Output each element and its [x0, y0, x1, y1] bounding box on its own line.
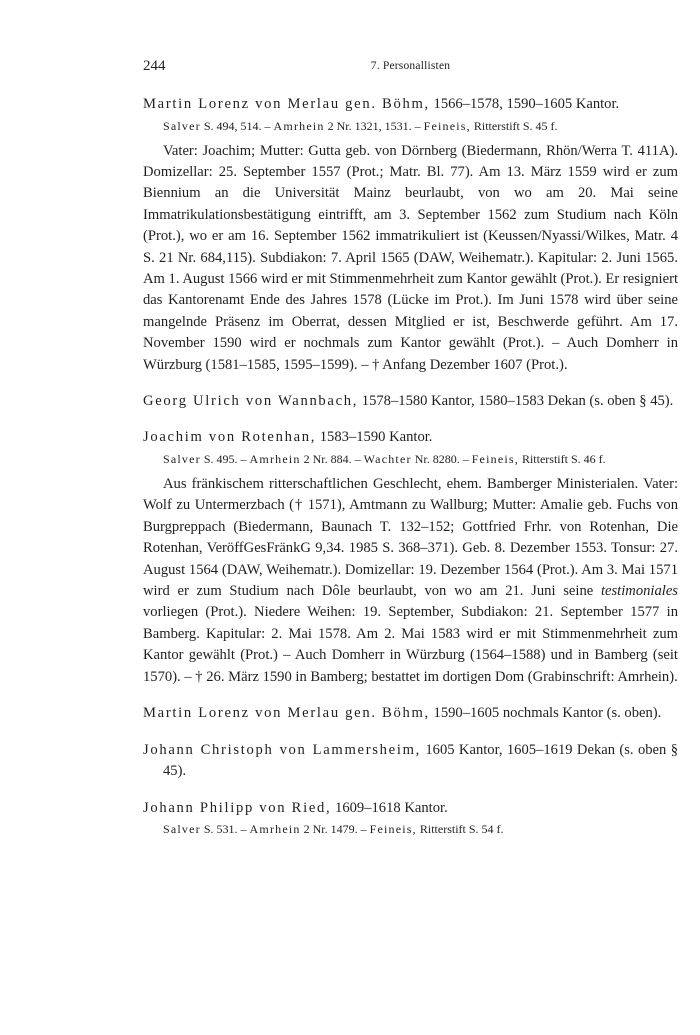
- entry-heading: [143, 391, 678, 413]
- ref-author: Amrhein: [249, 451, 301, 466]
- biography-paragraph: Vater: Joachim; Mutter: Gutta geb. von Dörnberg (Biedermann, Rhön/Werra T. 411A). Domizellar: 25. September 1557 (Prot.; Matr. Bl. 77). Am 13. März 1559 wird er zum Biennium an die Universität Mainz beurlaubt, von wo am 20. Mai seine Immatrikulationsbestätigung eintrifft, am 3. September 1562 zum Studium nach Köln (Prot.), wo er am 16. September 1562 immatrikuliert ist (Keussen/Nyassi/Wilkes, Matr. 4 S. 21 Nr. 684,115). Subdiakon: 7. April 1565 (DAW, Weihematr.). Kapitular: 2. Juni 1565. Am 1. August 1566 wird er mit Stimmenmehrheit zum Kantor gewählt (Prot.). Er resigniert das Kantorenamt Ende des Jahres 1578 (Lücke im Prot.). Im Juni 1578 wird über seine mangelnde Präsenz im Oberrat, dessen Mitglied er ist, Beschwerde geführt. Am 17. November 1590 wird er nochmals zum Kantor gewählt (Prot.). – Auch Domherr in Würzburg (1581–1585, 1595–1599). – † Anfang Dezember 1607 (Prot.).: [143, 142, 679, 373]
- office-dates: 1609–1618 Kantor.: [331, 799, 448, 816]
- person-name: Georg Ulrich von Wannbach,: [143, 392, 359, 409]
- biography-text: vorliegen (Prot.). Niedere Weihen: 19. September, Subdiakon: 21. September 1577 in Bamberg. Kapitular: 2. Mai 1578. Am 2. Mai 1583 wird er mit Stimmenmehrheit zum Kantor gewählt (Prot.) – Auch Domherr in Würzburg (1564–1588) und in Bamberg (seit 1570). – † 26. März 1590 in Bamberg; bestattet im dortigen Dom (Grabinschrift: Amrhein).: [143, 604, 678, 685]
- biography-paragraph: [143, 474, 678, 688]
- ref-text: 2 Nr. 884. –: [300, 451, 364, 466]
- person-name: Martin Lorenz von Merlau gen. Böhm,: [143, 705, 430, 722]
- page-number: 244: [143, 58, 166, 74]
- entry-heading: [143, 703, 678, 725]
- biography-text: Aus fränkischem ritterschaftlichen Geschlecht, ehem. Bamberger Ministerialen. Vater: Wolf zu Untermerzbach († 1571), Amtmann zu Wallburg; Mutter: Amalie geb. Fuchs von Burgpreppach (Biedermann, Baunach T. 132–152; Gottfried Frhr. von Rotenhan, Die Rotenhan, VeröffGesFränkG 9,34. 1985 S. 368–371). Geb. 8. Dezember 1553. Tonsur: 27. August 1564 (DAW, Weihematr.). Domizellar: 19. Dezember 1564 (Prot.). Am 3. Mai 1571 wird er zum Studium nach Dôle beurlaubt, von wo am 21. Juni seine: [143, 475, 678, 599]
- ref-text: S. 531. –: [200, 822, 250, 837]
- office-dates: 1578–1580 Kantor, 1580–1583 Dekan (s. oben § 45).: [358, 392, 674, 409]
- person-name: Johann Philipp von Ried,: [143, 799, 332, 816]
- ref-text: Nr. 8280. –: [411, 451, 472, 466]
- ref-author: Amrhein: [249, 822, 301, 837]
- ref-author: Amrhein: [273, 118, 325, 133]
- entry-heading: [143, 798, 678, 820]
- ref-text: Ritterstift S. 45 f.: [470, 118, 558, 133]
- bibliography-references: [163, 117, 678, 136]
- ref-text: 2 Nr. 1479. –: [300, 822, 370, 837]
- entry-heading: [143, 94, 678, 116]
- ref-author: Wachter: [363, 451, 412, 466]
- entry-georg-ulrich: [143, 391, 678, 413]
- italic-term: testimoniales: [600, 583, 678, 599]
- ref-author: Salver: [163, 118, 201, 133]
- ref-text: Ritterstift S. 46 f.: [518, 451, 606, 466]
- ref-author: Feineis,: [423, 118, 471, 133]
- entry-martin-lorenz-1: [143, 94, 678, 376]
- ref-text: S. 495. –: [200, 451, 250, 466]
- entry-johann-philipp: [143, 798, 678, 840]
- person-name: Martin Lorenz von Merlau gen. Böhm,: [143, 96, 430, 112]
- page-content: [143, 94, 678, 854]
- ref-text: 2 Nr. 1321, 1531. –: [324, 118, 424, 133]
- person-name: Joachim von Rotenhan,: [143, 429, 317, 446]
- entry-joachim-rotenhan: [143, 427, 678, 688]
- ref-text: S. 494, 514. –: [200, 118, 274, 133]
- entry-martin-lorenz-2: [143, 703, 678, 725]
- ref-author: Feineis,: [369, 822, 417, 837]
- person-name: Johann Christoph von Lammersheim,: [143, 741, 421, 758]
- office-dates: 1583–1590 Kantor.: [316, 429, 433, 446]
- running-head: 7. Personallisten: [370, 60, 451, 72]
- entry-heading: [143, 740, 678, 783]
- entry-johann-christoph: [143, 740, 678, 783]
- page-header: [143, 58, 678, 78]
- office-dates: 1566–1578, 1590–1605 Kantor.: [429, 96, 620, 112]
- ref-author: Salver: [163, 451, 201, 466]
- entry-heading: [143, 427, 678, 449]
- office-dates: 1590–1605 nochmals Kantor (s. oben).: [429, 705, 662, 722]
- ref-author: Salver: [163, 822, 201, 837]
- ref-text: Ritterstift S. 54 f.: [416, 822, 504, 837]
- ref-author: Feineis,: [471, 451, 519, 466]
- bibliography-references: [163, 450, 678, 469]
- bibliography-references: [163, 820, 678, 839]
- office-dates: 1605 Kantor, 1605–1619 Dekan (s. oben § 45).: [163, 741, 678, 780]
